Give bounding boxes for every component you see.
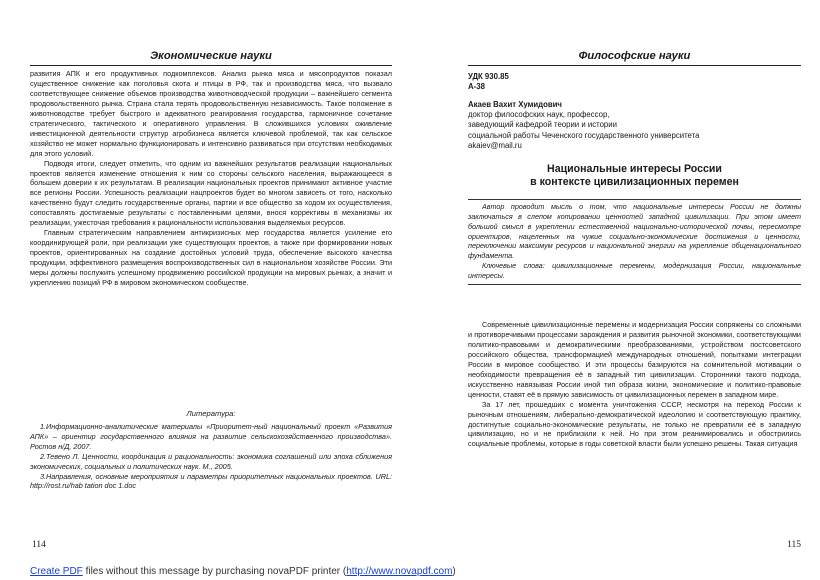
left-running-header: Экономические науки — [30, 50, 392, 66]
author-degree: доктор философских наук, профессор, — [468, 110, 610, 120]
article-title-line-2: в контексте цивилизационных перемен — [530, 175, 739, 188]
literature-title: Литература: — [186, 409, 236, 418]
left-paragraph-3: Главным стратегическим направлением антикризисных мер государства является усиление его координирующей роли, при реализации уже существующих проектов, а также при формировании новых проектов, ориентированных на создание достойных условий труда, обеспечение высокого качества продукции, эффективного размещения воспроизводственных сил в национальном хозяйстве России. Эти меры должны послужить успешному продвижению российской продукции на мировых рынках, а значит и укреплению позиций РФ в мировом экономическом сообществе. — [30, 228, 392, 288]
right-running-header: Философские науки — [468, 50, 801, 66]
footer-text-1: files without this message by purchasing novaPDF printer ( — [82, 566, 347, 577]
right-page-number: 115 — [787, 540, 801, 550]
literature-list — [30, 422, 392, 491]
left-page — [30, 0, 392, 562]
literature-item-2: 2.Тевено Л. Ценности, координация и рациональность: экономика соглашений или эпоха сближения экономических, социальных и политических наук. М., 2005. — [30, 451, 392, 471]
left-body-text — [30, 69, 392, 288]
right-page — [468, 0, 801, 562]
pdf-watermark-footer — [30, 566, 456, 577]
abstract-text: Автор проводит мысль о том, что национальные интересы России не должны заключаться в слепом копировании ценностей западной цивилизации. При этом имеет большой смысл в укреплении естественной национально-исторической почвы, пересмотре ориентиров, нацеленных на чужие социально-экономические достижения и ценности, переключении максимум ресурсов и национальной энергии на укрепление общенационального фундамента. — [468, 202, 801, 261]
right-paragraph-1: Современные цивилизационные перемены и модернизация России сопряжены со сложными и противоречивыми процессами зарождения и развития рыночной экономики, соответствующими политико-правовыми и демократическими преобразованиями, устройством постсоветского российского общества, трансформацией международных отношений, попытками интеграции России в мировое сообщество. И эти процессы базируются на сомнительной мотивации о необходимости превращения её в западный тип цивилизации. Сторонники такого подхода, искусственно навязывая России иной тип образа жизни, экономические и политико-правовые ценности, ставят её в прямую зависимость от цивилизационных перемен в западном мире. — [468, 320, 801, 399]
library-code: А-38 — [468, 82, 485, 92]
keywords-text: Ключевые слова: цивилизационные перемены, модернизация России, национальные интересы. — [468, 261, 801, 280]
right-body-text — [468, 320, 801, 449]
left-paragraph-1: развития АПК и его продуктивных подкомплексов. Анализ рынка мяса и мясопродуктов показал существенное снижение как поголовья скота и птицы в РФ, так и производства мяса, что вызвало соответствующее снижение объемов производства животноводческой продукции – важнейшего сегмента продовольственного рынка. Страна стала терять продовольственную независимость. Такое положение в животноводстве требует быстрого и адекватного реагирования государства, гармоничное сочетание стратегического, тактического и оперативного управления. В сложившихся условиях оживление инвестиционной деятельности структур агробизнеса является ключевой проблемой, так как сельское хозяйство не может нормально функционировать и интенсивно развиваться при отсутствии необходимых для этого условий. — [30, 69, 392, 158]
left-page-number: 114 — [32, 540, 46, 550]
author-name: Акаев Вахит Хумидович — [468, 100, 562, 109]
author-affiliation: социальной работы Чеченского государственного университета — [468, 130, 700, 140]
abstract-block — [468, 199, 801, 285]
classification-codes — [468, 72, 801, 92]
left-paragraph-2: Подводя итоги, следует отметить, что одним из важнейших результатов реализации национальных проектов является изменение отношения к ним со стороны сельского населения, выражающееся в большем доверии к их результатам. В реализации национальных проектов принимают активное участие все регионы России. Успешность реализации нацпроектов будет во многом зависеть от того, насколько качественно будут следить государственные органы, партии и все общество за ходом их осуществления, сопоставлять достигаемые результаты с поставленными целями, внося коррективы в механизмы их реализации, ужесточая требования к рациональности использования выделяемых ресурсов. — [30, 158, 392, 228]
footer-text-2: ) — [452, 566, 456, 577]
author-block — [468, 100, 801, 151]
author-position: заведующий кафедрой теории и истории — [468, 120, 617, 130]
article-title — [468, 163, 801, 188]
literature-item-1: 1.Информационно-аналитические материалы «Приоритет-ный национальный проект «Развития АПК» – ориентир государственного влияния на развитие сельскохозяйственного производства». Ростов н/Д, 2007. — [30, 422, 392, 451]
right-paragraph-2: За 17 лет, прошедших с момента уничтожения СССР, несмотря на переход России к рыночным отношениям, либерально-демократической идеологию и соответствующую практику, достигнутые социально-экономические результаты, не только не превратили её в западную цивилизацию, но и не приблизили к ней. Но при этом реанимировались и обострились социальные проблемы, которые в годы советской власти были успешно решены. Такая ситуация — [468, 399, 801, 449]
author-email: akaiev@mail.ru — [468, 140, 522, 150]
create-pdf-link[interactable]: Create PDF — [30, 566, 83, 577]
article-title-line-1: Национальные интересы России — [547, 163, 722, 175]
literature-item-3: 3.Направления, основные мероприятия и параметры приоритетных национальных проектов. URL: http://rost.ru/hab tation doc 1.doc — [30, 471, 392, 491]
novapdf-url-link[interactable]: http://www.novapdf.com — [346, 566, 453, 577]
udk-code: УДК 930.85 — [468, 72, 509, 81]
